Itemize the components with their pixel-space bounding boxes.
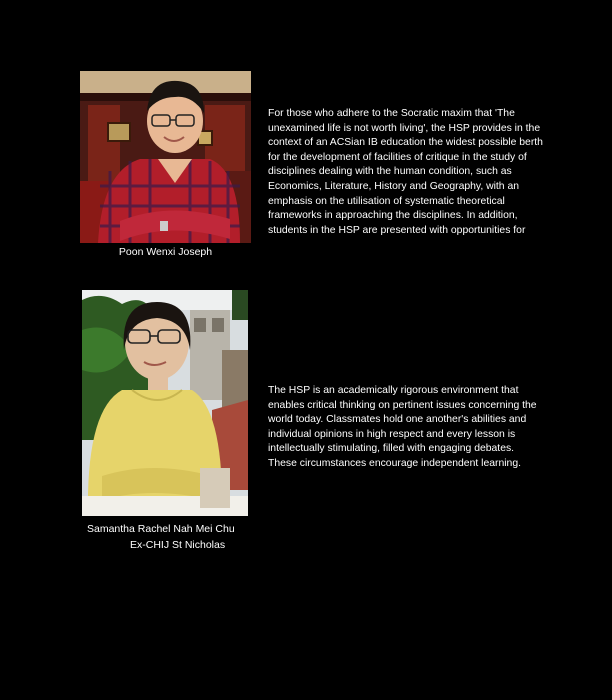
portrait-image [80, 71, 251, 243]
portrait-image [82, 290, 248, 516]
testimonial-text: For those who adhere to the Socratic maxim that 'The unexamined life is not worth living', the HSP provides in the context of an ACSian IB education the widest possible berth for the development of facilities of critique in the study of disciplines dealing with the human condition, such as Economics, Literature, History and Geography, with an emphasis on the utilisation of systematic theoretical frameworks in approaching the disciplines. In addition, students in the HSP are presented with opportunities for [268, 108, 543, 236]
student-photo-samantha [82, 290, 248, 516]
student-name: Poon Wenxi Joseph [118, 246, 213, 258]
student-photo-joseph [80, 71, 251, 243]
student-name: Samantha Rachel Nah Mei Chu [87, 523, 235, 535]
testimonial-text: The HSP is an academically rigorous environment that enables critical thinking on pertinent issues concerning the world today. Classmates hold one another's abilities and individual opinions in high respect and every lesson is intellectually stimulating, filled with engaging debates. These circumstances encourage independent learning. [268, 385, 537, 469]
former-school: Ex-CHIJ St Nicholas [130, 539, 226, 551]
